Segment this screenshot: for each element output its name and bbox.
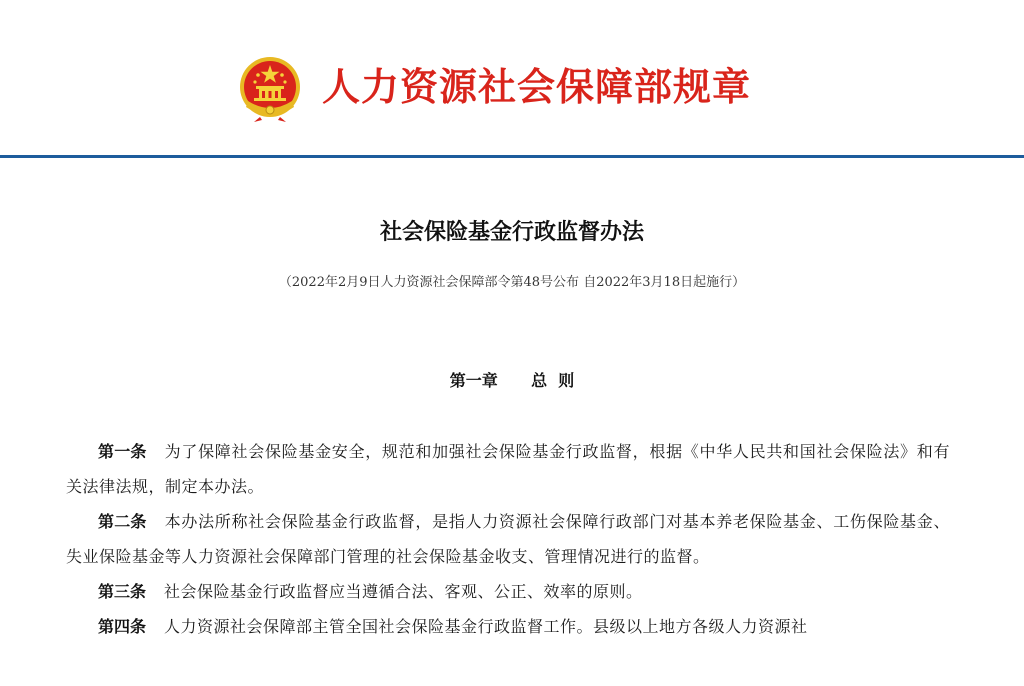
article-3 [66,574,950,609]
article-label: 第二条 [98,512,147,531]
article-text: 社会保险基金行政监督应当遵循合法、客观、公正、效率的原则。 [164,582,643,601]
article-1 [66,434,950,504]
chapter-heading: 第一章 总 则 [449,371,575,390]
article-2 [66,504,950,574]
document-title: 社会保险基金行政监督办法 [379,220,644,245]
header-divider [0,155,1024,158]
article-label: 第三条 [98,582,147,601]
national-emblem-icon [238,55,302,123]
article-text: 为了保障社会保险基金安全，规范和加强社会保险基金行政监督，根据《中华人民共和国社会保险法》和有关法律法规，制定本办法。 [66,442,950,496]
masthead [0,0,1024,160]
article-text: 本办法所称社会保险基金行政监督，是指人力资源社会保障行政部门对基本养老保险基金、工伤保险基金、失业保险基金等人力资源社会保障部门管理的社会保险基金收支、管理情况进行的监督。 [66,512,950,566]
masthead-title: 人力资源社会保障部规章 [322,65,752,109]
document-subtitle: （2022年2月9日人力资源社会保障部令第48号公布 自2022年3月18日起施行） [278,275,746,290]
article-label: 第一条 [98,442,147,461]
article-4 [66,609,950,644]
article-text: 人力资源社会保障部主管全国社会保险基金行政监督工作。县级以上地方各级人力资源社 [164,617,808,636]
article-label: 第四条 [98,617,147,636]
article-list [66,434,950,644]
